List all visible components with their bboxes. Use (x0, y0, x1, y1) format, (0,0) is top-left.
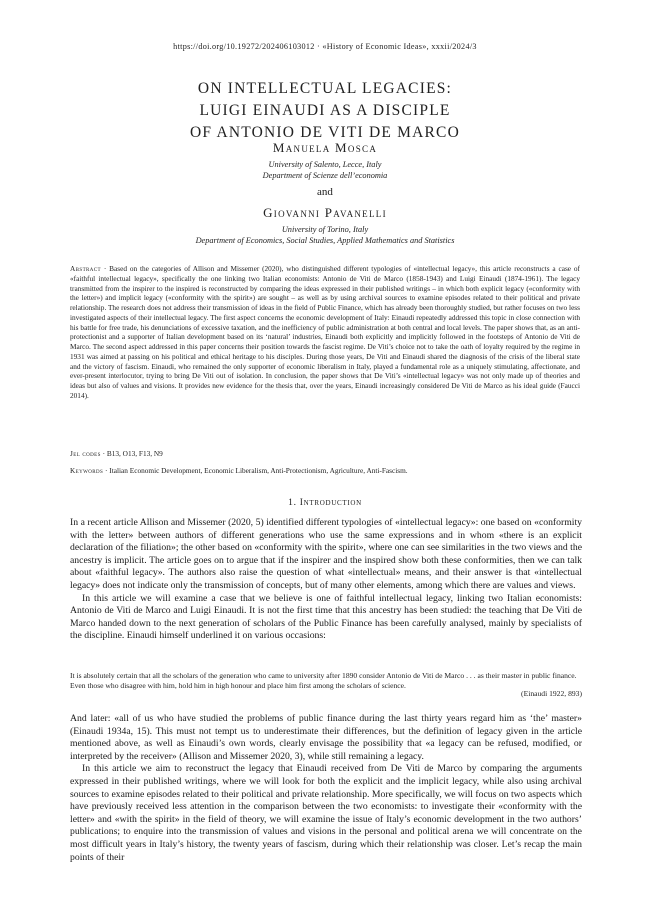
author-affiliation (0, 159, 650, 181)
and-separator: and (317, 186, 333, 198)
affiliation-line: University of Salento, Lecce, Italy (268, 160, 382, 169)
keywords (70, 466, 580, 475)
title-line: LUIGI EINAUDI AS A DISCIPLE (199, 102, 451, 119)
jel-label: Jel codes (70, 449, 101, 458)
paragraph: In this article we will examine a case that we believe is one of faithful intellectual legacy, linking two Italian economists: Antonio de Viti de Marco and Luigi Einaudi. It is not the first time that this ancestry has been studied: the teaching that De Viti de Marco handed down to the next generation of scholars of the Public Finance has been carefully analysed, mainly by specialists of the discipline. Einaudi himself underlined it on various occasions: (70, 592, 582, 642)
abstract (70, 264, 580, 401)
keywords-separator: · (103, 466, 110, 475)
jel-text: B13, O13, F13, N9 (106, 449, 163, 458)
affiliation-line: University of Torino, Italy (281, 225, 369, 234)
block-quote (70, 671, 582, 699)
abstract-label: Abstract (70, 264, 101, 273)
body-text-top (70, 517, 582, 643)
title-line: ON INTELLECTUAL LEGACIES: (197, 80, 453, 97)
quote-citation: (Einaudi 1922, 893) (521, 689, 582, 698)
affiliation-line: Department of Economics, Social Studies, Applied Mathematics and Statistics (195, 236, 455, 245)
title-line: OF ANTONIO DE VITI DE MARCO (190, 124, 460, 141)
quote-text: It is absolutely certain that all the scholars of the generation who came to university after 1890 consider Antonio de Viti de Marco . . . as their master in public finance. Even those who disagree with him, hold him in high honour and place him first among the scholars of science. (70, 671, 577, 690)
body-text-bottom (70, 713, 582, 864)
author-name: Manuela Mosca (272, 140, 378, 155)
keywords-text: Italian Economic Development, Economic Liberalism, Anti-Protectionism, Agriculture, Anti-Fascism. (109, 466, 408, 475)
abstract-text: Based on the categories of Allison and Missemer (2020), who distinguished different typologies of «intellectual legacy», this article reconstructs a case of «faithful intellectual legacy», specifically the one linking two Italian economists: Antonio de Viti de Marco (1858-1943) and Luigi Einaudi (1874-1961). The legacy transmitted from the inspirer to the inspired is reconstructed by comparing the ideas expressed in their published writings – in which both explicit legacy («conformity with the letter») and implicit legacy («conformity with the spirit») are sought – as well as by using archival sources to examine episodes related to their political and private relationship. The research does not address their transmission of ideas in the field of Public Finance, which has already been thoroughly studied, but rather focuses on two less investigated aspects of their intellectual legacy. The first aspect concerns the economic development of Italy: Einaudi repeatedly addressed this topic in close connection with his battle for free trade, his denunciations of excessive taxation, and the inefficiency of public administration at both central and local levels. The paper shows that, as an anti-protectionist and a supporter of Italian development based on its ‘natural’ industries, Einaudi both explicitly and implicitly followed in the footsteps of Antonio de Viti de Marco. The second aspect addressed in this paper concerns their position towards the fascist regime. De Viti’s choice not to take the oath of loyalty required by the regime in 1931 was aimed at passing on his political and ethical heritage to his disciples. During those years, De Viti and Einaudi shared the diagnosis of the crisis of the liberal state and the victory of fascism. Einaudi, who remained the only supporter of economic liberalism in Italy, played a fundamental role as a uniquely stimulating, affectionate, and ever-present interlocutor, trying to bring De Viti out of isolation. In conclusion, the paper shows that De Viti’s «intellectual legacy» was not only made up of theories and ideas but also of values and visions. It provides new evidence for the thesis that, over the years, Einaudi increasingly considered De Viti de Marco as his ideal guide (Faucci 2014). (70, 264, 580, 400)
author-name: Giovanni Pavanelli (263, 205, 387, 220)
jel-codes (70, 449, 580, 458)
running-head: https://doi.org/10.19272/202406103012 · «History of Economic Ideas», xxxii/2024/3 (173, 42, 477, 51)
paragraph: In a recent article Allison and Missemer (2020, 5) identified different typologies of «intellectual legacy»: one based on «conformity with the letter» between authors of different generations who use the same expressions and in whom «there is an explicit declaration of the filiation»; the other based on «conformity with the spirit», where one can see similarities in the two views and the ancestry is implicit. The article goes on to argue that if the inspirer and the inspired show both these conformities, then we can talk about «faithful legacy». The authors also raise the question of what «intellectual» means, and their answer is that «intellectual legacy» does not indicate only the transmission of concepts, but of many other elements, among which there are values and views. (70, 517, 582, 591)
keywords-label: Keywords (70, 466, 104, 475)
affiliation-line: Department of Scienze dell’economia (262, 171, 388, 180)
abstract-separator: · (100, 264, 110, 273)
article-title (0, 78, 650, 144)
paragraph: And later: «all of us who have studied the problems of public finance during the last thirty years regard him as ‘the’ master» (Einaudi 1934a, 15). This must not tempt us to underestimate their differences, but the definition of legacy given in the article mentioned above, as well as Einaudi’s own words, clearly envisage the possibility that «a legacy can be refused, modified, or interpreted by the receiver» (Allison and Missemer 2020, 3), while still remaining a legacy. (70, 713, 582, 762)
section-heading: 1. Introduction (288, 498, 362, 508)
jel-separator: · (100, 449, 107, 458)
paragraph: In this article we aim to reconstruct the legacy that Einaudi received from De Viti de Marco by comparing the arguments expressed in their published writings, where we will look for both the explicit and the implicit legacy, while also using archival sources to examine episodes related to their political and private relationship. More specifically, we will focus on two aspects which have previously received less attention in the comparison between the two economists: to investigate their «conformity with the letter» and «with the spirit» in the field of theory, we will examine the issue of Italy’s economic development in the two authors’ publications; to enquire into the transmission of values and visions in the personal and political arena we will concentrate on the most difficult years in Italy’s history, the twenty years of fascism, during which their relationship was closer. Let’s recap the main points of their (70, 763, 582, 863)
author-affiliation (0, 224, 650, 246)
